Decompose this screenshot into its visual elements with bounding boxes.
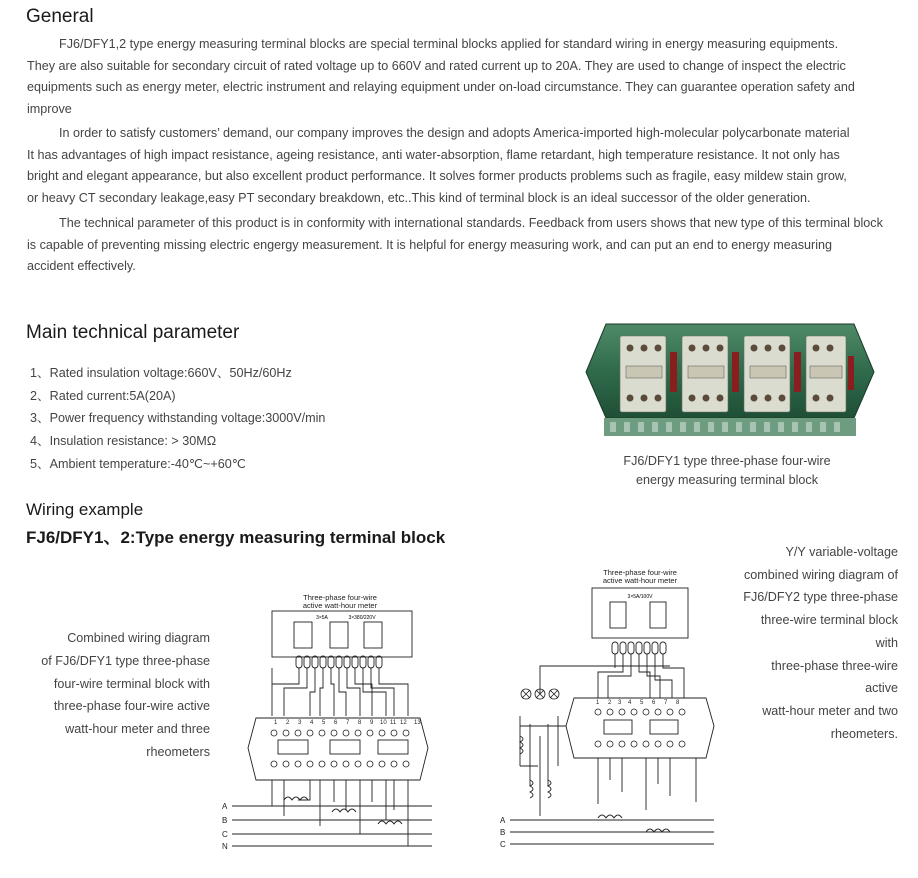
wiring-heading: Wiring example — [26, 500, 144, 519]
svg-text:6: 6 — [652, 700, 656, 706]
parameter-list — [30, 362, 325, 475]
svg-text:A: A — [500, 816, 506, 825]
diagram2-ct-coils — [598, 815, 670, 832]
diagram2-phase-labels — [500, 816, 506, 849]
svg-text:B: B — [500, 828, 506, 837]
wiring-subheading: FJ6/DFY1、2:Type energy measuring terminal block — [26, 528, 446, 547]
svg-text:A: A — [222, 802, 228, 811]
diagram1-terminal-block — [248, 718, 428, 780]
general-paragraph-3: The technical parameter of this product is in conformity with international standards. Feedback from users shows that new type of this terminal block is capable of preventing missing electric engergy measurement. It is helpful for energy measuring work, and can put an end to energy measuring accident effectively. — [27, 216, 883, 273]
diagram2-rating: 3×5A/100V — [627, 594, 653, 600]
diagram2-meter-title-2: active watt-hour meter — [602, 576, 678, 585]
diagram2-meter-terminals — [612, 642, 666, 654]
svg-text:C: C — [222, 830, 228, 839]
diagram2-caption: Y/Y variable-voltage combined wiring diagram of FJ6/DFY2 type three-phase three-wire terminal block with three-phase three-wire active watt-hour meter and two rheometers. — [743, 545, 898, 741]
terminal-block-photo — [584, 322, 876, 438]
svg-text:3: 3 — [618, 700, 622, 706]
svg-text:10: 10 — [380, 720, 387, 726]
general-heading: General — [26, 6, 94, 27]
svg-text:2: 2 — [286, 720, 290, 726]
svg-text:7: 7 — [346, 720, 350, 726]
svg-text:5: 5 — [640, 700, 644, 706]
svg-text:N: N — [222, 842, 228, 851]
svg-text:1: 1 — [274, 720, 278, 726]
diagram1-meter-title-2: active watt-hour meter — [302, 601, 378, 610]
wiring-diagram-2 — [500, 566, 726, 850]
svg-text:B: B — [222, 816, 228, 825]
svg-text:8: 8 — [676, 700, 680, 706]
parameter-item: 1、Rated insulation voltage:660V、50Hz/60Hz — [30, 366, 292, 380]
general-paragraph-1: FJ6/DFY1,2 type energy measuring terminal blocks are special terminal blocks applied for standard wiring in energy measuring equipments. They are also suitable for secondary circuit of rated voltage up to 660V and rated current up to 20A. They are used to change of inspect the electric equipments such as energy meter, electric instrument and relaying equipment under on-load circumstance. They can guarantee operation safety and improve — [27, 37, 855, 116]
diagram1-meter-title-1: Three-phase four-wire — [303, 593, 377, 602]
parameter-item: 3、Power frequency withstanding voltage:3000V/min — [30, 411, 326, 426]
diagram2-terminal-block — [566, 698, 714, 758]
svg-text:4: 4 — [628, 700, 632, 706]
diagram1-caption: Combined wiring diagram of FJ6/DFY1 type three-phase four-wire terminal block with three-phase four-wire active watt-hour meter and three rheometers — [41, 631, 210, 759]
diagram2-phase-lines — [510, 820, 714, 844]
svg-text:8: 8 — [358, 720, 362, 726]
svg-text:9: 9 — [370, 720, 374, 726]
diagram1-rating-2: 3×380/220V — [348, 615, 376, 621]
svg-text:C: C — [500, 840, 506, 849]
parameter-item: 5、Ambient temperature:-40℃~+60℃ — [30, 456, 246, 471]
svg-text:1: 1 — [596, 700, 600, 706]
parameter-item: 2、Rated current:5A(20A) — [30, 388, 176, 403]
diagram2-terminal-numbers-top — [596, 700, 680, 706]
photo-caption: FJ6/DFY1 type three-phase four-wire energy measuring terminal block — [623, 454, 831, 487]
general-paragraph-2: In order to satisfy customers’ demand, our company improves the design and adopts America-imported high-molecular polycarbonate material It has advantages of high impact resistance, ageing resistance, anti water-absorption, flame retardant, high temperature resistance. It not only has bright and elegant appearance, but also excellent product performance. It solves former products problems such as fragile, easy mildew stain grow, or heavy CT secondary leakage,easy PT secondary breakdown, etc..This kind of terminal block is an ideal successor of the older generation. — [27, 126, 850, 205]
diagram2-meter-title-1: Three-phase four-wire — [603, 568, 677, 577]
diagram2-pt-coils — [520, 736, 551, 798]
diagram1-rating-1: 3×5A — [316, 615, 328, 621]
svg-text:11: 11 — [390, 720, 397, 726]
svg-text:12: 12 — [400, 720, 407, 726]
diagram1-phase-labels — [222, 802, 228, 851]
svg-text:2: 2 — [608, 700, 612, 706]
diagram1-terminal-numbers-top — [274, 720, 421, 726]
svg-text:5: 5 — [322, 720, 326, 726]
diagram1-meter-terminals — [296, 656, 382, 668]
svg-text:3: 3 — [298, 720, 302, 726]
wiring-diagram-1 — [222, 588, 444, 856]
main-parameter-heading: Main technical parameter — [26, 322, 240, 343]
parameter-item: 4、Insulation resistance: > 30MΩ — [30, 434, 217, 449]
svg-text:13: 13 — [414, 720, 421, 726]
svg-text:6: 6 — [334, 720, 338, 726]
svg-text:4: 4 — [310, 720, 314, 726]
svg-text:7: 7 — [664, 700, 668, 706]
diagram1-meter-box — [272, 611, 412, 657]
